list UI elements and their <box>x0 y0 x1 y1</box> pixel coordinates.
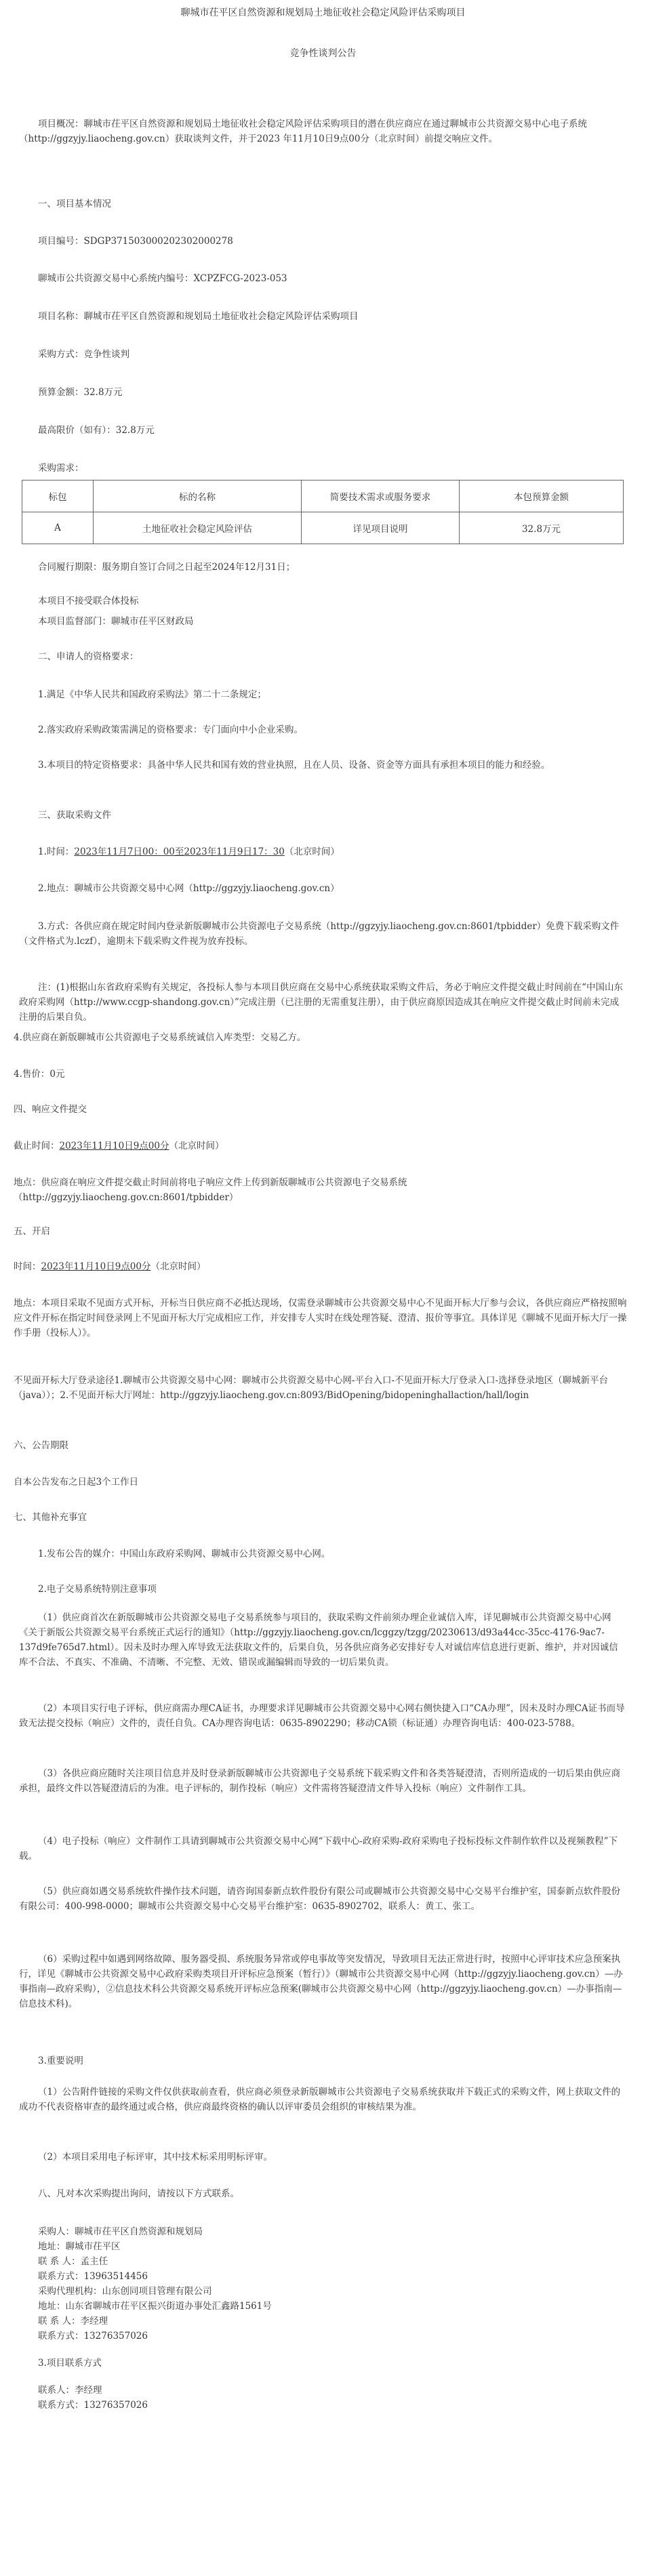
open-time-label: 时间： <box>14 1261 41 1272</box>
project-contact-phone: 联系方式：13276357026 <box>38 2400 148 2411</box>
submit-deadline-label: 截止时间： <box>14 1141 60 1151</box>
important-note-1: （1）公告附件链接的采购文件仅供获取前查看，供应商必须登录新版聊城市公共资源电子交易系统获取并下载正式的采购文件，网上获取文件的成功不代表资格审查的最终通过或合格，供应商最终资格的确认以评审委员会组织的审核结果为准。 <box>19 2087 621 2112</box>
notice-media: 1.发布公告的媒介：中国山东政府采购网、聊城市公共资源交易中心网。 <box>38 1549 331 1559</box>
section-5-heading: 五、开启 <box>14 1226 50 1237</box>
submit-deadline <box>14 1139 627 1153</box>
table-header-row <box>22 481 624 512</box>
open-hall: 不见面开标大厅登录途径1.聊城市公共资源交易中心网：聊城市公共资源交易中心网-平台入口-不见面开标大厅登录入口-选择登录地区（聊城新平台（java））；2.不见面开标大厅网址：http://ggzyjy.liaocheng.gov.cn:8093/BidOpening/bidopeninghallaction/hall/login <box>14 1375 609 1401</box>
section-6-heading: 六、公告期限 <box>14 1440 68 1451</box>
table-row <box>22 512 624 544</box>
table-header: 标的名称 <box>94 481 302 512</box>
section-8-heading: 八、凡对本次采购提出询问，请按以下方式联系。 <box>38 2188 239 2199</box>
system-note-1: （1）供应商首次在新版聊城市公共资源交易电子交易系统参与项目的，获取采购文件前须办理企业诚信入库，详见聊城市公共资源交易中心网《关于新版公共资源交易平台系统正式运行的通知》（http://ggzyjy.liaocheng.gov.cn/lcggzy/tzgg/20230613/d93a44cc-35cc-4176-9ac7-137d9fe765d7.html）。因未及时办理入库导致无法获取文件的，后果自负，另各供应商务必安排好专人对诚信库信息进行更新、维护，并对因诚信库不合法、不真实、不准确、不清晰、不完整、无效、错误或漏编辑而导致的一切后果负责。 <box>19 1612 618 1668</box>
project-number: 项目编号：SDGP371503000202302000278 <box>38 236 233 247</box>
section-7-heading: 七、其他补充事宜 <box>14 1512 87 1523</box>
table-cell: 32.8万元 <box>460 512 624 544</box>
qualification-3: 3.本项目的特定资格要求：具备中华人民共和国有效的营业执照，且在人员、设备、资金等方面具有承担本项目的能力和经验。 <box>38 760 550 771</box>
section-4-heading: 四、响应文件提交 <box>14 1104 87 1115</box>
acquire-time-label: 1.时间： <box>38 846 75 857</box>
agency-contact: 联 系 人：李经理 <box>38 2316 108 2327</box>
qualification-2: 2.落实政府采购政策需满足的资格要求：专门面向中小企业采购。 <box>38 724 303 735</box>
system-note-2: （2）本项目实行电子评标，供应商需办理CA证书，办理要求详见聊城市公共资源交易中心网右侧快捷入口“CA办理”，因未及时办理CA证书而导致无法提交投标（响应）文件的，责任自负。CA办理咨询电话：0635-8902290；移动CA锁（标证通）办理咨询电话：400-023-5788。 <box>19 1703 625 1729</box>
system-note-4: （4）电子投标（响应）文件制作工具请到聊城市公共资源交易中心网“下载中心-政府采购-政府采购电子投标投标文件制作软件以及视频教程”下载。 <box>19 1836 618 1862</box>
acquire-time <box>19 844 627 859</box>
important-notes-heading: 3.重要说明 <box>38 2056 83 2066</box>
price: 4.售价：0元 <box>14 1069 65 1080</box>
budget-amount: 预算金额：32.8万元 <box>38 387 123 398</box>
open-time-value: 2023年11月10日9点00分 <box>41 1261 151 1272</box>
max-price: 最高限价（如有）：32.8万元 <box>38 425 155 436</box>
table-cell: A <box>22 512 94 544</box>
system-note-5: （5）供应商如遇交易系统软件操作技术问题，请咨询国泰新点软件股份有限公司或聊城市公共资源交易中心交易平台维护室，国泰新点软件股份有限公司：400-998-0000；聊城市公共资源交易中心交易平台维护室：0635-8902702，联系人：黄工、张工。 <box>19 1886 621 1912</box>
page-title: 聊城市茌平区自然资源和规划局土地征收社会稳定风险评估采购项目 <box>180 7 466 18</box>
section-1-heading: 一、项目基本情况 <box>38 199 111 209</box>
procurement-method: 采购方式：竞争性谈判 <box>38 349 129 360</box>
table-header: 简要技术需求或服务要求 <box>302 481 460 512</box>
page-subtitle: 竞争性谈判公告 <box>289 48 357 59</box>
purchaser-address: 地址：聊城市茌平区 <box>38 2241 121 2252</box>
section-3-heading: 三、获取采购文件 <box>38 810 111 821</box>
agency-address: 地址：山东省聊城市茌平区振兴街道办事处汇鑫路1561号 <box>38 2301 272 2312</box>
project-overview: 项目概况：聊城市茌平区自然资源和规划局土地征收社会稳定风险评估采购项目的潜在供应商应在通过聊城市公共资源交易中心电子系统（http://ggzyjy.liaocheng.gov.cn）获取谈判文件，并于2023 年11月10日9点00分（北京时间）前提交响应文件。 <box>19 119 587 144</box>
acquire-time-zone: （北京时间） <box>284 846 340 857</box>
project-name: 项目名称：聊城市茌平区自然资源和规划局土地征收社会稳定风险评估采购项目 <box>38 311 359 322</box>
qualification-1: 1.满足《中华人民共和国政府采购法》第二十二条规定； <box>38 689 266 700</box>
acquire-place: 2.地点：聊城市公共资源交易中心网（http://ggzyjy.liaocheng.gov.cn） <box>38 883 340 894</box>
open-time <box>14 1259 627 1274</box>
system-note-6: （6）采购过程中如遇到网络故障、服务器受损、系统服务异常或停电事故等突发情况，导致项目无法正常进行时，按照中心评审技术应急预案执行，详见《聊城市公共资源交易中心政府采购类项目开评标应急预案（暂行）》（聊城市公共资源交易中心网（http://ggzyjy.liaocheng.gov.cn）—办事指南—政府采购），②信息技术科公共资源交易系统开评标应急预案(聊城市公共资源交易中心网（http://ggzyjy.liaocheng.gov.cn）—办事指南—信息技术科)。 <box>19 1954 623 2009</box>
acquire-time-value: 2023年11月7日00：00至2023年11月9日17：30 <box>74 846 285 857</box>
agency-phone: 联系方式：13276357026 <box>38 2331 148 2342</box>
procurement-needs: 采购需求： <box>38 463 84 474</box>
notice-period: 自本公告发布之日起3个工作日 <box>14 1477 139 1488</box>
contract-term: 合同履行期限：服务期自签订合同之日起至2024年12月31日； <box>38 562 296 573</box>
contact-list <box>19 2224 627 2413</box>
table-header: 本包预算金额 <box>460 481 624 512</box>
table-cell: 详见项目说明 <box>302 512 460 544</box>
open-time-zone: （北京时间） <box>150 1261 206 1272</box>
table-cell: 土地征收社会稳定风险评估 <box>94 512 302 544</box>
requirements-table <box>22 480 624 544</box>
agency: 采购代理机构：山东创同项目管理有限公司 <box>38 2286 212 2297</box>
project-contact-person: 联系人：李经理 <box>38 2385 102 2396</box>
table-header: 标包 <box>22 481 94 512</box>
purchaser-contact: 联 系 人：孟主任 <box>38 2256 108 2267</box>
important-note-2: （2）本项目采用电子标评审，其中技术标采用明标评审。 <box>38 2152 273 2163</box>
supplier-type: 4.供应商在新版聊城市公共资源电子交易系统诚信入库类型：交易乙方。 <box>14 1032 306 1043</box>
acquire-method: 3.方式：各供应商在规定时间内登录新版聊城市公共资源电子交易系统（http://ggzyjy.liaocheng.gov.cn:8601/tpbidder）免费下载采购文件（文件格式为.lczf），逾期未下载采购文件视为放弃投标。 <box>19 921 620 947</box>
system-notes-heading: 2.电子交易系统特别注意事项 <box>38 1584 157 1595</box>
submit-place: 地点：供应商在响应文件提交截止时间前将电子响应文件上传到新版聊城市公共资源电子交易系统（http://ggzyjy.liaocheng.gov.cn:8601/tpbidder） <box>14 1177 407 1203</box>
no-consortium: 本项目不接受联合体投标 <box>38 596 139 607</box>
submit-deadline-zone: （北京时间） <box>169 1141 224 1151</box>
system-number: 聊城市公共资源交易中心系统内编号：XCPZFCG-2023-053 <box>38 273 287 284</box>
section-2-heading: 二、申请人的资格要求： <box>38 651 139 662</box>
supervising-dept: 本项目监督部门：聊城市茌平区财政局 <box>38 616 194 627</box>
open-place: 地点：本项目采取不见面方式开标，开标当日供应商不必抵达现场，仅需登录聊城市公共资源交易中心不见面开标大厅参与会议，各供应商应严格按照响应文件开标在指定时间登录网上不见面开标大厅完成相应工作，并安排专人实时在线处理答疑、澄清、报价等事宜。具体详见《聊城不见面开标大厅一操作手册（投标人）》。 <box>14 1298 627 1338</box>
submit-deadline-value: 2023年11月10日9点00分 <box>59 1141 169 1151</box>
system-note-3: （3）各供应商应随时关注项目信息并及时登录新版聊城市公共资源电子交易系统下载采购文件和各类答疑澄清，否则所造成的一切后果由供应商承担，最终文件以答疑澄清后的为准。电子评标的，制作投标（响应）文件需将答疑澄清文件导入投标（响应）文件制作工具。 <box>19 1768 621 1794</box>
acquire-note: 注：(1)根据山东省政府采购有关规定，各投标人参与本项目供应商在交易中心系统获取采购文件后，务必于响应文件提交截止时间前在“中国山东政府采购网（http://www.ccgp-shandong.gov.cn）”完成注册（已注册的无需重复注册），由于供应商原因造成其在响应文件提交截止时间前未完成注册的后果自负。 <box>19 982 624 1023</box>
purchaser-phone: 联系方式：13963514456 <box>38 2271 148 2282</box>
project-contact-heading: 3.项目联系方式 <box>38 2358 102 2369</box>
purchaser: 采购人：聊城市茌平区自然资源和规划局 <box>38 2226 203 2237</box>
